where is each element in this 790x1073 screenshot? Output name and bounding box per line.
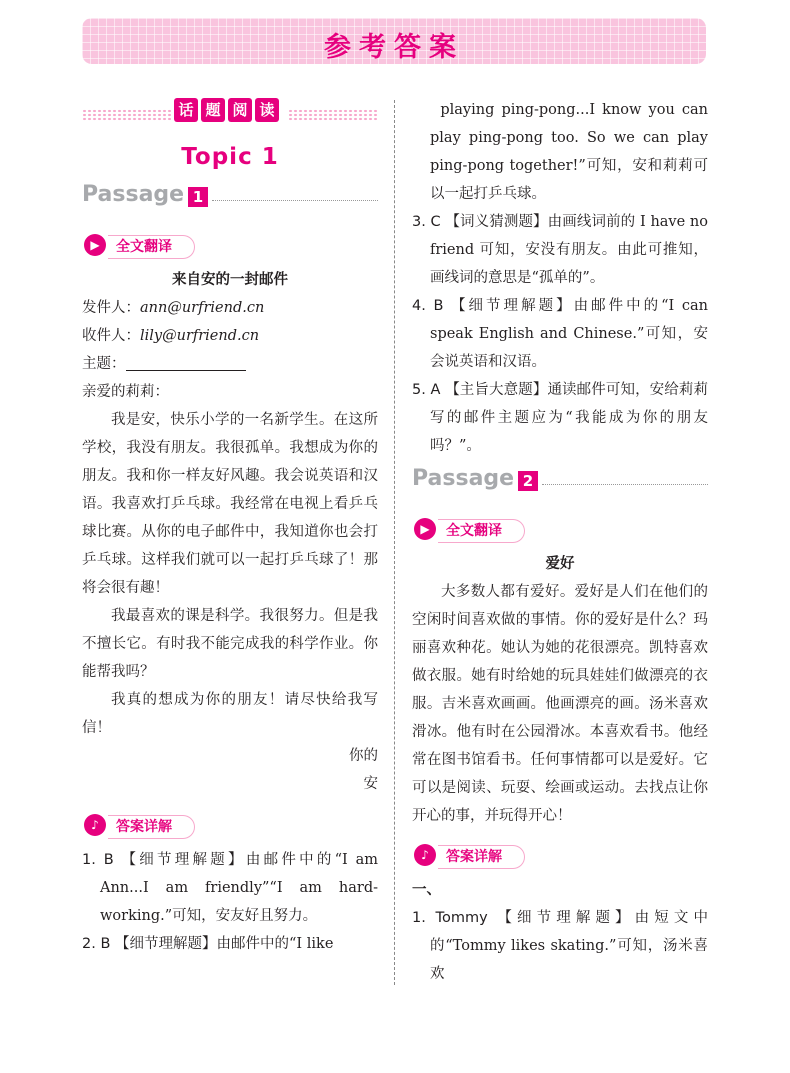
dots-decoration: [82, 109, 172, 121]
answer-item: [412, 904, 708, 988]
email-paragraph: 我最喜欢的课是科学。我很努力。但是我不擅长它。有时我不能完成我的科学作业。你能帮我吗？: [82, 608, 378, 680]
answer-number: 1. Tommy: [412, 910, 488, 926]
email-sign-1: 你的: [349, 748, 378, 764]
answer-item: [82, 846, 378, 930]
answer-text: 【细节理解题】由邮件中的“I am Ann...I am friendly”“I am hard-working.”可知，安友好且努力。: [100, 852, 378, 924]
answer-item: [412, 208, 708, 292]
to-label: 收件人：: [82, 328, 140, 344]
to-value: lily@urfriend.cn: [140, 328, 260, 344]
section-char: 题: [201, 98, 225, 122]
translation-tag: [82, 232, 378, 260]
right-column: [412, 96, 708, 988]
passage-label: Passage: [82, 182, 185, 207]
dots-decoration: [288, 109, 378, 121]
answer-text: 【主旨大意题】通读邮件可知，安给莉莉写的邮件主题应为“我能成为你的朋友吗？”。: [430, 382, 709, 454]
answer-item: [412, 376, 708, 460]
passage-2-title: 爱好: [545, 556, 575, 572]
from-value: ann@urfriend.cn: [140, 300, 265, 316]
email-greeting: 亲爱的莉莉：: [82, 384, 169, 400]
header-banner: [82, 18, 706, 64]
from-label: 发件人：: [82, 300, 140, 316]
play-icon: ▶: [84, 234, 106, 256]
answer-item: [82, 930, 378, 958]
translation-tag: [412, 516, 708, 544]
email-subject: [82, 350, 378, 378]
dotted-rule: [212, 200, 378, 201]
answer-text: 【细节理解题】由邮件中的“I like: [115, 936, 334, 952]
answers-tag: [82, 812, 378, 840]
answer-text: 【细节理解题】由邮件中的“I can speak English and Chinese.”可知，安会说英语和汉语。: [430, 298, 708, 370]
tag-label: 答案详解: [446, 849, 502, 865]
answer-number: 5. A: [412, 382, 441, 398]
email-sign-2: 安: [363, 776, 378, 792]
topic-title: Topic 1: [181, 144, 279, 170]
section-title: [174, 98, 284, 128]
answer-text: 【细节理解题】由短文中的“Tommy likes skating.”可知，汤米喜欢: [430, 910, 709, 982]
section-char: 话: [174, 98, 198, 122]
part-label: 一、: [412, 881, 441, 898]
email-to: [82, 322, 378, 350]
section-heading: [82, 96, 378, 130]
email-from: [82, 294, 378, 322]
answer-text: playing ping-pong...I know you can play ping-pong too. So we can play ping-pong together!”可知，安和莉莉可以一起打乒乓球。: [412, 102, 708, 202]
passage-1-heading: [82, 182, 378, 212]
dotted-rule: [542, 484, 708, 485]
answer-item-continued: [412, 96, 708, 208]
email-title: 来自安的一封邮件: [172, 272, 288, 288]
tag-label: 答案详解: [116, 819, 172, 835]
answer-number: 3. C: [412, 214, 441, 230]
answer-item: [412, 292, 708, 376]
subject-blank: [126, 354, 246, 371]
section-char: 阅: [228, 98, 252, 122]
column-divider: [394, 100, 395, 985]
email-paragraph: 我真的想成为你的朋友！请尽快给我写信！: [82, 692, 378, 736]
passage-2-paragraph: 大多数人都有爱好。爱好是人们在他们的空闲时间喜欢做的事情。你的爱好是什么？玛丽喜欢种花。她认为她的花很漂亮。凯特喜欢做衣服。她有时给她的玩具娃娃们做漂亮的衣服。吉米喜欢画画。他画漂亮的画。汤米喜欢滑冰。他有时在公园滑冰。本喜欢看书。他经常在图书馆看书。任何事情都可以是爱好。它可以是阅读、玩耍、绘画或运动。去找点让你开心的事，并玩得开心！: [412, 584, 708, 824]
passage-label: Passage: [412, 466, 515, 491]
answer-number: 2. B: [82, 936, 111, 952]
tag-label: 全文翻译: [446, 523, 502, 539]
answer-number: 4. B: [412, 298, 444, 314]
music-note-icon: ♪: [414, 844, 436, 866]
play-icon: ▶: [414, 518, 436, 540]
section-char: 读: [255, 98, 279, 122]
email-paragraph: 我是安，快乐小学的一名新学生。在这所学校，我没有朋友。我很孤单。我想成为你的朋友。我和你一样友好风趣。我会说英语和汉语。我喜欢打乒乓球。我经常在电视上看乒乓球比赛。从你的电子邮件中，我知道你也会打乒乓球。这样我们就可以一起打乒乓球了！那将会很有趣！: [82, 412, 378, 596]
answer-text: 【词义猜测题】由画线词前的 I have no friend 可知，安没有朋友。由此可推知，画线词的意思是“孤单的”。: [430, 214, 708, 286]
left-column: [82, 96, 378, 958]
passage-number: 1: [188, 187, 208, 207]
answer-number: 1. B: [82, 852, 114, 868]
subject-label: 主题：: [82, 356, 126, 372]
header-title: 参考答案: [324, 32, 464, 63]
answers-tag: [412, 842, 708, 870]
passage-2-heading: [412, 466, 708, 496]
tag-label: 全文翻译: [116, 239, 172, 255]
passage-number: 2: [518, 471, 538, 491]
music-note-icon: ♪: [84, 814, 106, 836]
